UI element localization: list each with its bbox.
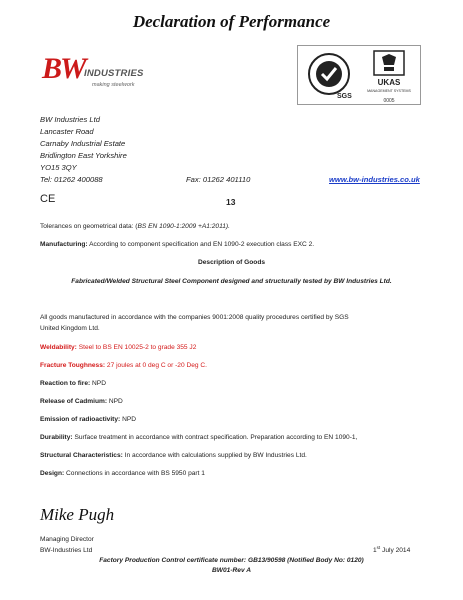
tolerances-ref: BS EN 1090-1:2009 +A1:2011). bbox=[137, 223, 230, 230]
quality-line: All goods manufactured in accordance with the companies 9001:2008 quality procedures certified by SGS bbox=[40, 314, 349, 321]
durability-text: Surface treatment in accordance with contract specification. Preparation according to EN 1090-1, bbox=[72, 434, 358, 441]
footer-revision: BW01-Rev A bbox=[212, 567, 251, 574]
manufacturing-line bbox=[40, 241, 314, 248]
ukas-label: UKAS bbox=[377, 78, 401, 87]
quality-statement bbox=[40, 312, 349, 334]
date-suffix: st bbox=[376, 545, 381, 550]
fire-text: NPD bbox=[90, 380, 106, 387]
manufacturing-text: According to component specification and EN 1090-2 execution class EXC 2. bbox=[87, 241, 315, 248]
page-title: Declaration of Performance bbox=[132, 12, 331, 31]
ce-number: 13 bbox=[226, 197, 236, 207]
date-day: 1 bbox=[373, 547, 377, 555]
fire-line bbox=[40, 380, 106, 387]
weldability-label: Weldability: bbox=[40, 344, 77, 351]
signatory-role: Managing Director bbox=[40, 536, 94, 543]
durability-label: Durability: bbox=[40, 434, 73, 441]
ukas-mark-icon bbox=[362, 50, 416, 100]
footer-certificate: Factory Production Control certificate number: GB13/90598 (Notified Body No: 0120) bbox=[99, 557, 364, 564]
weldability-line bbox=[40, 344, 196, 351]
address-line: Carnaby Industrial Estate bbox=[40, 139, 126, 149]
website-link[interactable]: www.bw-industries.co.uk bbox=[329, 175, 420, 184]
signature-date bbox=[373, 545, 410, 554]
fracture-label: Fracture Toughness: bbox=[40, 362, 106, 369]
radioactivity-label: Emission of radioactivity: bbox=[40, 416, 121, 423]
fracture-line bbox=[40, 362, 207, 369]
radioactivity-text: NPD bbox=[120, 416, 137, 423]
design-text: Connections in accordance with BS 5950 part 1 bbox=[64, 470, 205, 477]
ce-mark: CE bbox=[40, 193, 56, 205]
durability-line bbox=[40, 434, 357, 441]
ukas-number: 0005 bbox=[383, 98, 395, 104]
address-line: Bridlington East Yorkshire bbox=[40, 151, 127, 161]
structural-line bbox=[40, 452, 307, 459]
manufacturing-label: Manufacturing: bbox=[40, 241, 88, 248]
weldability-text: Steel to BS EN 10025-2 to grade 355 J2 bbox=[76, 344, 197, 351]
design-label: Design: bbox=[40, 470, 65, 477]
signatory-company: BW-Industries Ltd bbox=[40, 547, 93, 554]
tolerances-line bbox=[40, 223, 230, 230]
sgs-seal-icon bbox=[303, 50, 355, 100]
logo-sub: INDUSTRIES bbox=[84, 68, 144, 79]
address-line: Lancaster Road bbox=[40, 127, 94, 137]
logo-main: BW bbox=[42, 52, 85, 85]
sgs-label: SGS bbox=[337, 93, 352, 100]
structural-text: In accordance with calculations supplied by BW Industries Ltd. bbox=[122, 452, 307, 459]
goods-description: Fabricated/Welded Structural Steel Component designed and structurally tested by BW Industries Ltd. bbox=[71, 278, 392, 285]
address-line: BW Industries Ltd bbox=[40, 115, 100, 124]
signature: Mike Pugh bbox=[40, 505, 115, 524]
certification-badges bbox=[297, 45, 421, 105]
cadmium-label: Release of Cadmium: bbox=[40, 398, 108, 405]
logo-tagline: making steelwork bbox=[92, 82, 135, 88]
quality-line: United Kingdom Ltd. bbox=[40, 325, 100, 332]
cadmium-line bbox=[40, 398, 123, 405]
structural-label: Structural Characteristics: bbox=[40, 452, 123, 459]
date-rest: July 2014 bbox=[380, 547, 411, 555]
design-line bbox=[40, 470, 205, 477]
ukas-sub: MANAGEMENT SYSTEMS bbox=[367, 89, 411, 93]
goods-heading: Description of Goods bbox=[197, 259, 266, 266]
radioactivity-line bbox=[40, 416, 136, 423]
fracture-text: 27 joules at 0 deg C or -20 Deg C. bbox=[105, 362, 207, 369]
cadmium-text: NPD bbox=[107, 398, 123, 405]
fire-label: Reaction to fire: bbox=[40, 380, 91, 387]
company-address bbox=[40, 114, 127, 187]
telephone: Tel: 01262 400088 bbox=[40, 175, 103, 185]
address-line: YO15 3QY bbox=[40, 163, 77, 173]
company-logo bbox=[40, 52, 146, 94]
fax-number: Fax: 01262 401110 bbox=[186, 175, 251, 184]
tolerances-label: Tolerances on geometrical data: ( bbox=[40, 223, 138, 230]
